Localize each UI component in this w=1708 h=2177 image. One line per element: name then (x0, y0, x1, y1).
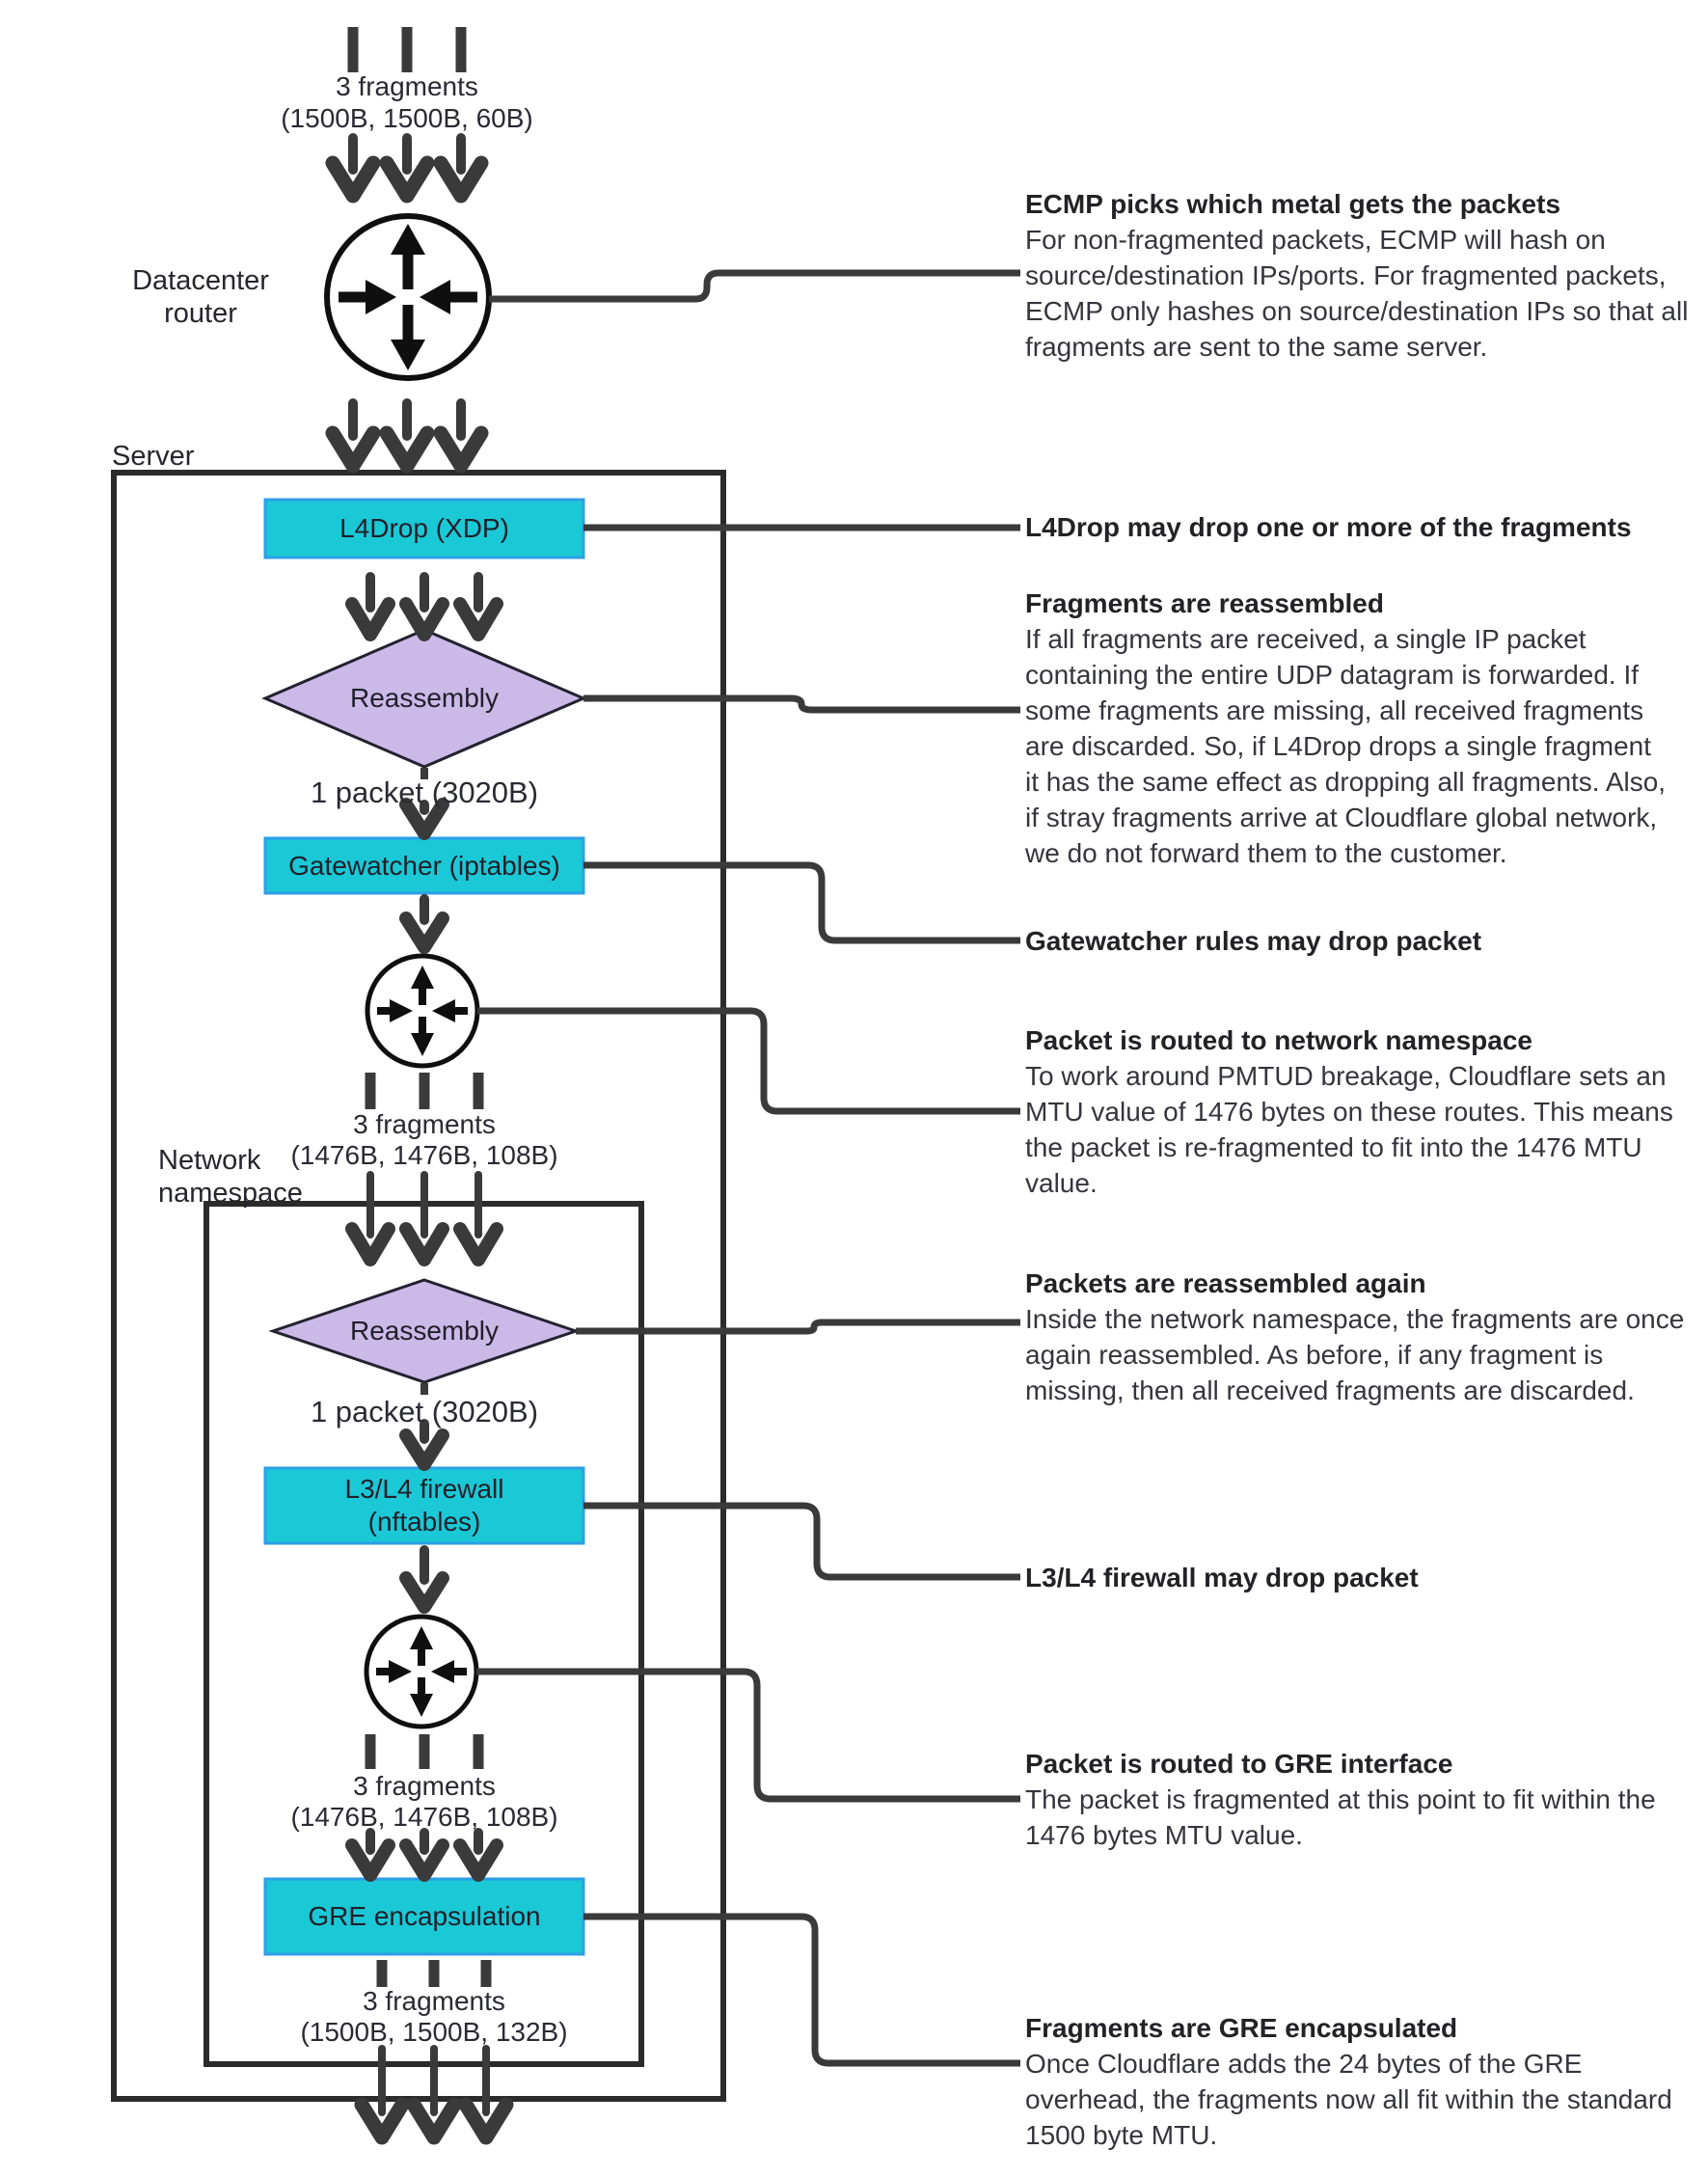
annotation-gatewatcher (1025, 923, 1700, 959)
annotation-firewall (1025, 1560, 1700, 1595)
annotation-title: Packet is routed to network namespace (1025, 1025, 1532, 1055)
annotation-ecmp (1025, 186, 1700, 365)
reassembly-label-2: Reassembly (349, 1316, 500, 1346)
annotation-body: If all fragments are received, a single IP packet containing the entire UDP datagram is forwarded. If some fragments are missing, all received fragments are discarded. So, if L4Drop drops a single fragment it has the same effect as dropping all fragments. Also, if stray fragments arrive at Cloudflare global network, we do not forward them to the customer. (1025, 624, 1667, 868)
l3l4-firewall-label: L3/L4 firewall (nftables) (344, 1474, 504, 1537)
annotation-body: To work around PMTUD breakage, Cloudflare sets an MTU value of 1476 bytes on these routes. This means the packet is re-fragmented to fit into the 1476 MTU value. (1025, 1061, 1673, 1198)
top-fragments-label: 3 fragments (1500B, 1500B, 60B) (281, 71, 533, 133)
connector-gre-encap (583, 1917, 1020, 2063)
connector-netns (477, 1011, 1020, 1111)
packet-3020-label-2: 1 packet (3020B) (310, 1395, 539, 1429)
annotation-l4drop (1025, 509, 1705, 545)
annotation-title: L4Drop may drop one or more of the fragments (1025, 512, 1632, 542)
annotation-body: The packet is fragmented at this point to fit within the 1476 bytes MTU value. (1025, 1784, 1656, 1850)
annotation-title: Fragments are GRE encapsulated (1025, 2013, 1458, 2043)
annotation-body: Once Cloudflare adds the 24 bytes of the GRE overhead, the fragments now all fit within the standard 1500 byte MTU. (1025, 2049, 1672, 2150)
annotation-body: For non-fragmented packets, ECMP will hash on source/destination IPs/ports. For fragmented packets, ECMP only hashes on source/destination IPs so that all fragments are sent to the same server. (1025, 225, 1689, 362)
annotation-gre-encap (1025, 2010, 1700, 2153)
bottom-fragments-label: 3 fragments (1500B, 1500B, 132B) (300, 1986, 568, 2047)
reassembly-label-1: Reassembly (349, 683, 500, 713)
connector-firewall (583, 1506, 1020, 1577)
annotation-title: ECMP picks which metal gets the packets (1025, 189, 1561, 219)
connector-reassembled (583, 698, 1020, 710)
connector-gatewatcher (583, 865, 1020, 940)
annotation-netns (1025, 1022, 1691, 1201)
gre-in-fragments-label: 3 fragments (1476B, 1476B, 108B) (290, 1771, 558, 1832)
router-icon (327, 216, 489, 378)
annotation-gre-route (1025, 1746, 1691, 1853)
annotation-title: Gatewatcher rules may drop packet (1025, 926, 1482, 956)
annotation-title: Packets are reassembled again (1025, 1268, 1426, 1298)
router-icon (366, 1617, 476, 1727)
annotation-title: L3/L4 firewall may drop packet (1025, 1563, 1419, 1592)
annotation-reassembled (1025, 585, 1667, 871)
router-icon (367, 956, 477, 1066)
network-namespace-label: Network namespace (158, 1145, 303, 1209)
gre-encapsulation-label: GRE encapsulation (308, 1901, 541, 1931)
server-label: Server (112, 441, 195, 472)
annotation-reassembled-again (1025, 1265, 1700, 1408)
datacenter-router-label: Datacenter router (132, 265, 269, 329)
gatewatcher-label: Gatewatcher (iptables) (288, 850, 560, 881)
packet-3020-label-1: 1 packet (3020B) (310, 776, 539, 809)
connector-ecmp (489, 273, 1020, 299)
l4drop-label: L4Drop (XDP) (339, 513, 509, 543)
annotation-title: Packet is routed to GRE interface (1025, 1749, 1453, 1779)
mid-fragments-label: 3 fragments (1476B, 1476B, 108B) (290, 1109, 558, 1170)
annotation-title: Fragments are reassembled (1025, 588, 1384, 618)
annotation-body: Inside the network namespace, the fragments are once again reassembled. As before, if any fragment is missing, then all received fragments are discarded. (1025, 1304, 1685, 1405)
